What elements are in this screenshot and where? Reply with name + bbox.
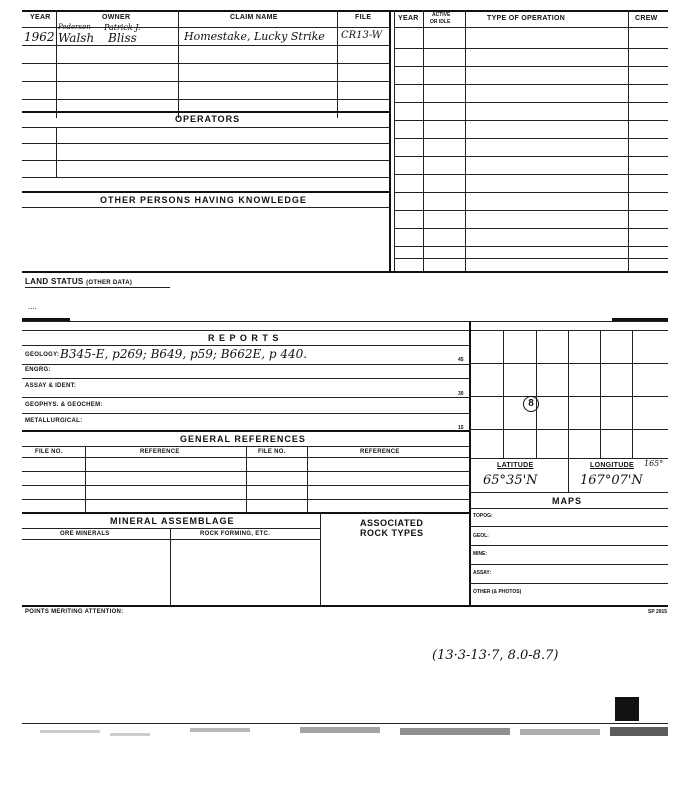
- claim-owner-2: Bliss: [108, 31, 137, 45]
- ore-minerals-label: ORE MINERALS: [60, 531, 110, 537]
- maps-mine: MINE:: [473, 551, 488, 557]
- maps-topog: TOPOG:: [473, 513, 493, 519]
- assay-ident-label: ASSAY & IDENT:: [25, 383, 77, 389]
- geophys-label: GEOPHYS. & GEOCHEM:: [25, 402, 103, 408]
- latitude-value: 65°35'N: [483, 473, 538, 488]
- ref-file-no-2: FILE NO.: [258, 449, 286, 455]
- operators-title: OPERATORS: [175, 114, 241, 124]
- ops-header-type: TYPE OF OPERATION: [487, 15, 566, 22]
- header-claim-name: CLAIM NAME: [230, 14, 278, 21]
- reports-title: R E P O R T S: [208, 333, 280, 343]
- associated-rock-types-1: ASSOCIATED: [360, 518, 424, 528]
- maps-other: OTHER (& PHOTOS): [473, 589, 522, 595]
- mineral-assemblage-title: MINERAL ASSEMBLAGE: [110, 516, 235, 526]
- grid-mark: 8: [523, 396, 539, 412]
- maps-title: MAPS: [552, 496, 583, 506]
- num-15: 15: [458, 425, 464, 431]
- ref-file-no-1: FILE NO.: [35, 449, 63, 455]
- ops-header-crew: CREW: [635, 15, 658, 22]
- ops-header-idle: OR IDLE: [430, 19, 451, 25]
- ops-header-active: ACTIVE: [432, 12, 451, 18]
- form-number: SP 2915: [648, 609, 668, 615]
- associated-rock-types-2: ROCK TYPES: [360, 528, 424, 538]
- ref-reference-2: REFERENCE: [360, 449, 400, 455]
- longitude-label: LONGITUDE: [590, 462, 634, 469]
- geology-label: GEOLOGY:: [25, 352, 60, 358]
- claim-year: 1962: [24, 30, 55, 44]
- geology-value: B345-E, p269; B649, p59; B662E, p 440.: [60, 347, 308, 361]
- latitude-label: LATITUDE: [497, 462, 534, 469]
- rock-forming-label: ROCK FORMING, ETC.: [200, 531, 271, 537]
- claim-owner-1-top: Pedersen: [58, 23, 91, 31]
- header-owner: OWNER: [102, 14, 131, 21]
- ref-reference-1: REFERENCE: [140, 449, 180, 455]
- maps-geol: GEOL:: [473, 533, 489, 539]
- longitude-value: 167°07'N: [580, 473, 643, 488]
- coordinates-note: (13·3-13·7, 8.0-8.7): [432, 648, 559, 663]
- metallurgical-label: METALLURGICAL:: [25, 418, 83, 424]
- claim-file: CR13-W: [341, 30, 383, 41]
- maps-assay: ASSAY:: [473, 570, 492, 576]
- engrg-label: ENGRG:: [25, 367, 51, 373]
- points-title: POINTS MERITING ATTENTION:: [25, 609, 124, 615]
- land-status-dots: ....: [28, 302, 37, 311]
- num-30: 30: [458, 391, 464, 397]
- header-file: FILE: [355, 14, 372, 21]
- claim-owner-1: Walsh: [58, 31, 95, 45]
- ops-header-year: YEAR: [398, 15, 419, 22]
- header-year: YEAR: [30, 14, 51, 21]
- longitude-extra: 165°: [644, 459, 664, 468]
- land-status-title: LAND STATUS (OTHER DATA): [25, 277, 133, 286]
- claim-owner-2-top: Patrick J.: [104, 23, 141, 32]
- general-references-title: GENERAL REFERENCES: [180, 434, 306, 444]
- other-persons-title: OTHER PERSONS HAVING KNOWLEDGE: [100, 195, 307, 205]
- num-45: 45: [458, 357, 464, 363]
- claim-name: Homestake, Lucky Strike: [184, 30, 325, 43]
